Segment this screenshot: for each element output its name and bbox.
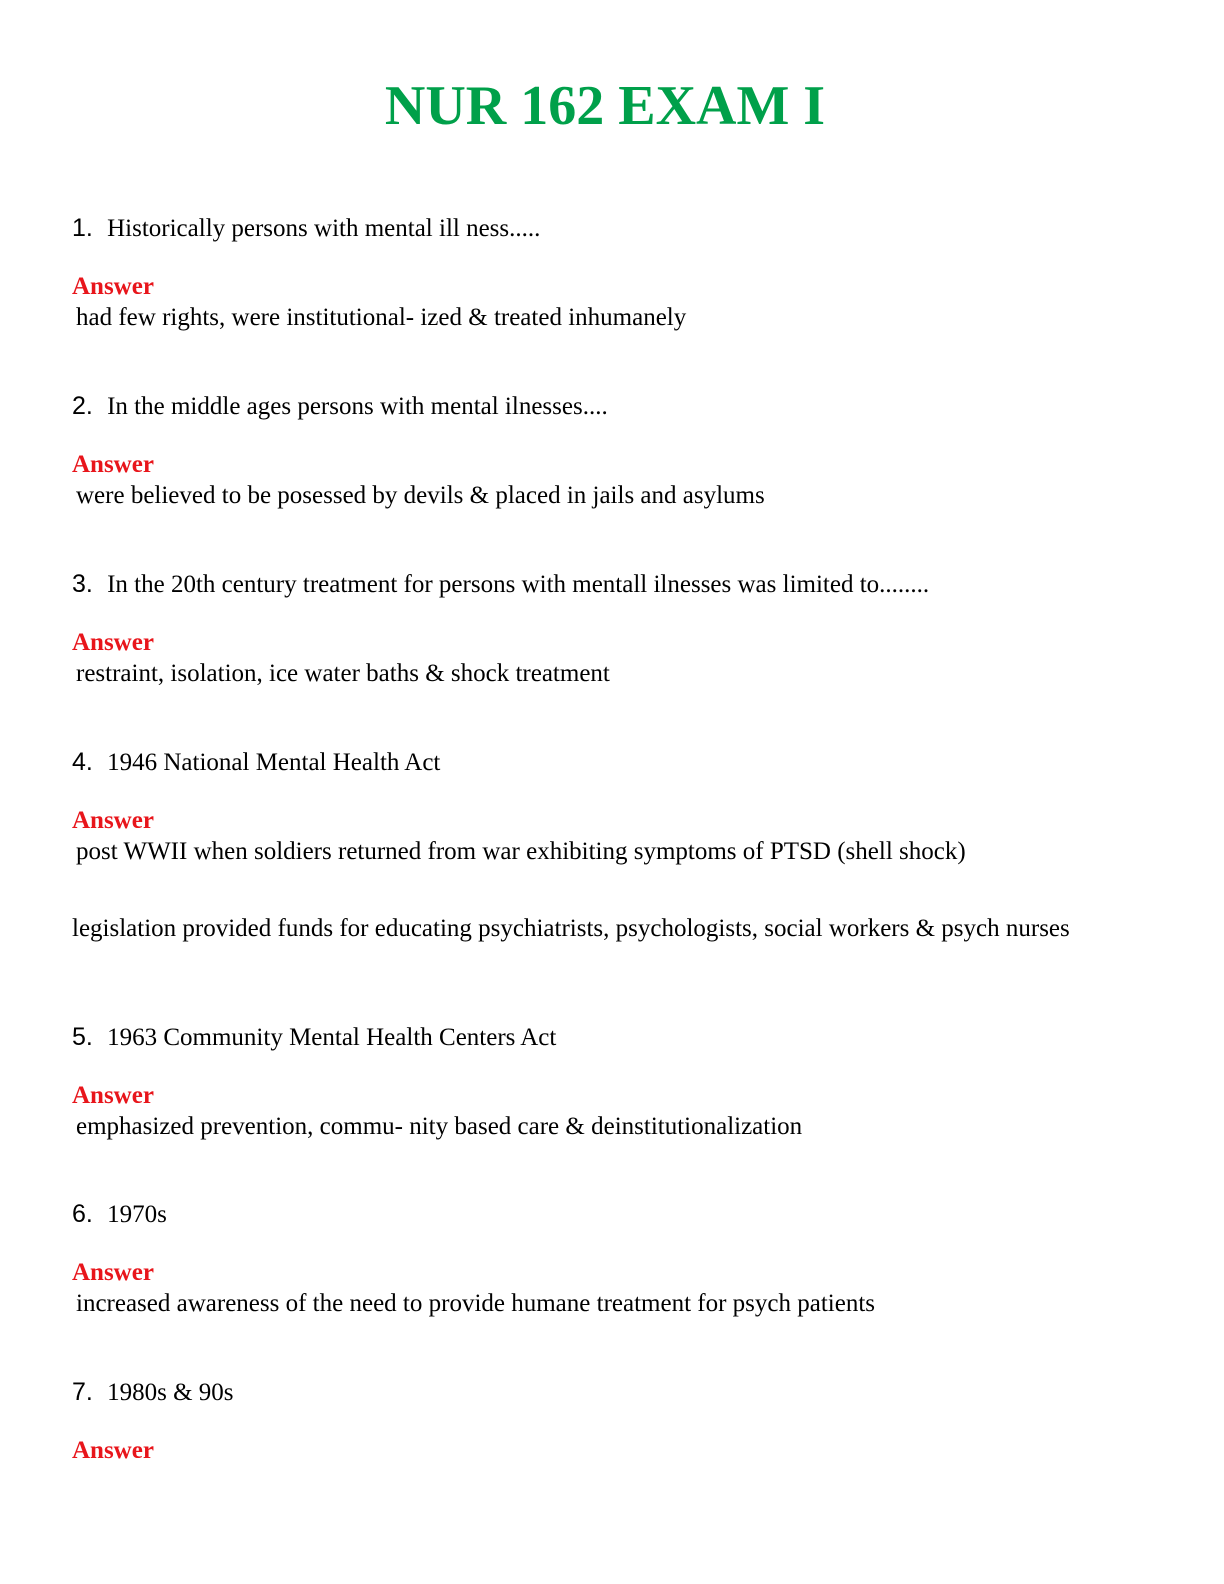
question-number: 2.: [72, 392, 93, 420]
question-text: 1963 Community Mental Health Centers Act: [107, 1024, 557, 1051]
question-line: [72, 1019, 1142, 1055]
answer-extra-text: legislation provided funds for educating psychiatrists, psychologists, social workers & psych nurses: [72, 915, 1070, 942]
answer-label: Answer: [72, 807, 154, 834]
question-text: 1970s: [107, 1201, 167, 1228]
question-text: Historically persons with mental ill ness.....: [107, 215, 541, 242]
question-line: [72, 566, 1142, 602]
answer-label: Answer: [72, 629, 154, 656]
answer-label: Answer: [72, 1259, 154, 1286]
answer-label: Answer: [72, 273, 154, 300]
question-item: [72, 1019, 1142, 1143]
question-line: [72, 210, 1142, 246]
question-text: In the middle ages persons with mental ilnesses....: [107, 393, 608, 420]
page-title: NUR 162 EXAM I: [384, 75, 826, 137]
question-line: [72, 388, 1142, 424]
question-line: [72, 1374, 1142, 1410]
question-item: [72, 388, 1142, 512]
question-number: 3.: [72, 570, 93, 598]
question-number: 1.: [72, 214, 93, 242]
question-line: [72, 744, 1142, 780]
answer-label: Answer: [72, 451, 154, 478]
question-number: 4.: [72, 748, 93, 776]
question-item: [72, 1374, 1142, 1466]
question-number: 6.: [72, 1200, 93, 1228]
answer-text: were believed to be posessed by devils & placed in jails and asylums: [76, 482, 765, 509]
answer-label: Answer: [72, 1437, 154, 1464]
question-text: 1946 National Mental Health Act: [107, 749, 441, 776]
answer-text: increased awareness of the need to provide humane treatment for psych patients: [76, 1290, 875, 1317]
question-item: [72, 1196, 1142, 1320]
answer-text: restraint, isolation, ice water baths & shock treatment: [76, 660, 610, 687]
question-line: [72, 1196, 1142, 1232]
answer-text: had few rights, were institutional- ized & treated inhumanely: [76, 304, 687, 331]
question-item: [72, 566, 1142, 690]
answer-text: post WWII when soldiers returned from war exhibiting symptoms of PTSD (shell shock): [76, 838, 966, 865]
answer-text: emphasized prevention, commu- nity based care & deinstitutionalization: [76, 1113, 803, 1140]
question-number: 5.: [72, 1023, 93, 1051]
question-item: [72, 744, 1142, 944]
question-number: 7.: [72, 1378, 93, 1406]
answer-label: Answer: [72, 1082, 154, 1109]
question-text: 1980s & 90s: [107, 1379, 234, 1406]
question-item: [72, 210, 1142, 334]
question-text: In the 20th century treatment for persons with mentall ilnesses was limited to........: [107, 571, 930, 598]
